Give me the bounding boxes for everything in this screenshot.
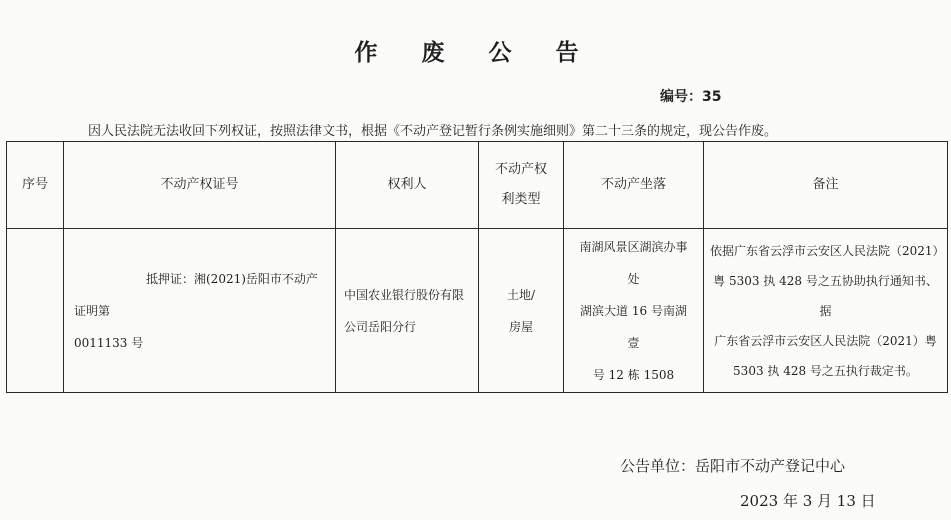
right-type-line1: 土地/: [506, 287, 536, 302]
header-right-type-line2: 利类型: [501, 192, 541, 207]
cell-holder: [336, 229, 479, 393]
holder-line2: 公司岳阳分行: [344, 319, 417, 334]
cell-remark: [704, 229, 948, 393]
remark-line1: 依据广东省云浮市云安区人民法院（2021）: [710, 243, 945, 258]
cert-line2: 0011133 号: [74, 335, 144, 350]
cell-seq: [7, 229, 64, 393]
table-header-row: [7, 142, 948, 229]
issue-date: 2023 年 3 月 13 日: [740, 492, 876, 510]
cert-line1: 抵押证：湘(2021)岳阳市不动产证明第: [74, 271, 318, 318]
holder-line1: 中国农业银行股份有限: [344, 287, 465, 302]
header-cert: 不动产权证号: [64, 142, 336, 229]
cell-location: [564, 229, 704, 393]
remark-line4: 5303 执 428 号之五执行裁定书。: [733, 363, 918, 378]
remark-line2: 粤 5303 执 428 号之五协助执行通知书、据: [713, 273, 938, 318]
header-holder: 权利人: [336, 142, 479, 229]
remark-line3: 广东省云浮市云安区人民法院（2021）粤: [714, 333, 937, 348]
location-line1: 南湖风景区湖滨办事处: [579, 239, 688, 286]
notice-number: 编号：35: [660, 89, 722, 105]
header-seq: 序号: [7, 142, 64, 229]
header-right-type: [479, 142, 564, 229]
issuing-unit: 公告单位：岳阳市不动产登记中心: [620, 457, 846, 475]
right-type-line2: 房屋: [508, 319, 533, 334]
header-right-type-line1: 不动产权: [494, 162, 547, 177]
header-remark: 备注: [704, 142, 948, 229]
cell-cert: [64, 229, 336, 393]
header-location: 不动产坐落: [564, 142, 704, 229]
intro-text: 因人民法院无法收回下列权证，按照法律文书，根据《不动产登记暂行条例实施细则》第二十三条的规定，现公告作废。: [88, 124, 778, 139]
location-line3: 号 12 栋 1508: [592, 367, 675, 382]
cell-right-type: [479, 229, 564, 393]
location-line2: 湖滨大道 16 号南湖壹: [580, 303, 687, 350]
table-row: [7, 229, 948, 393]
notice-table: [6, 141, 948, 393]
page-title: 作 废 公 告: [354, 40, 597, 66]
